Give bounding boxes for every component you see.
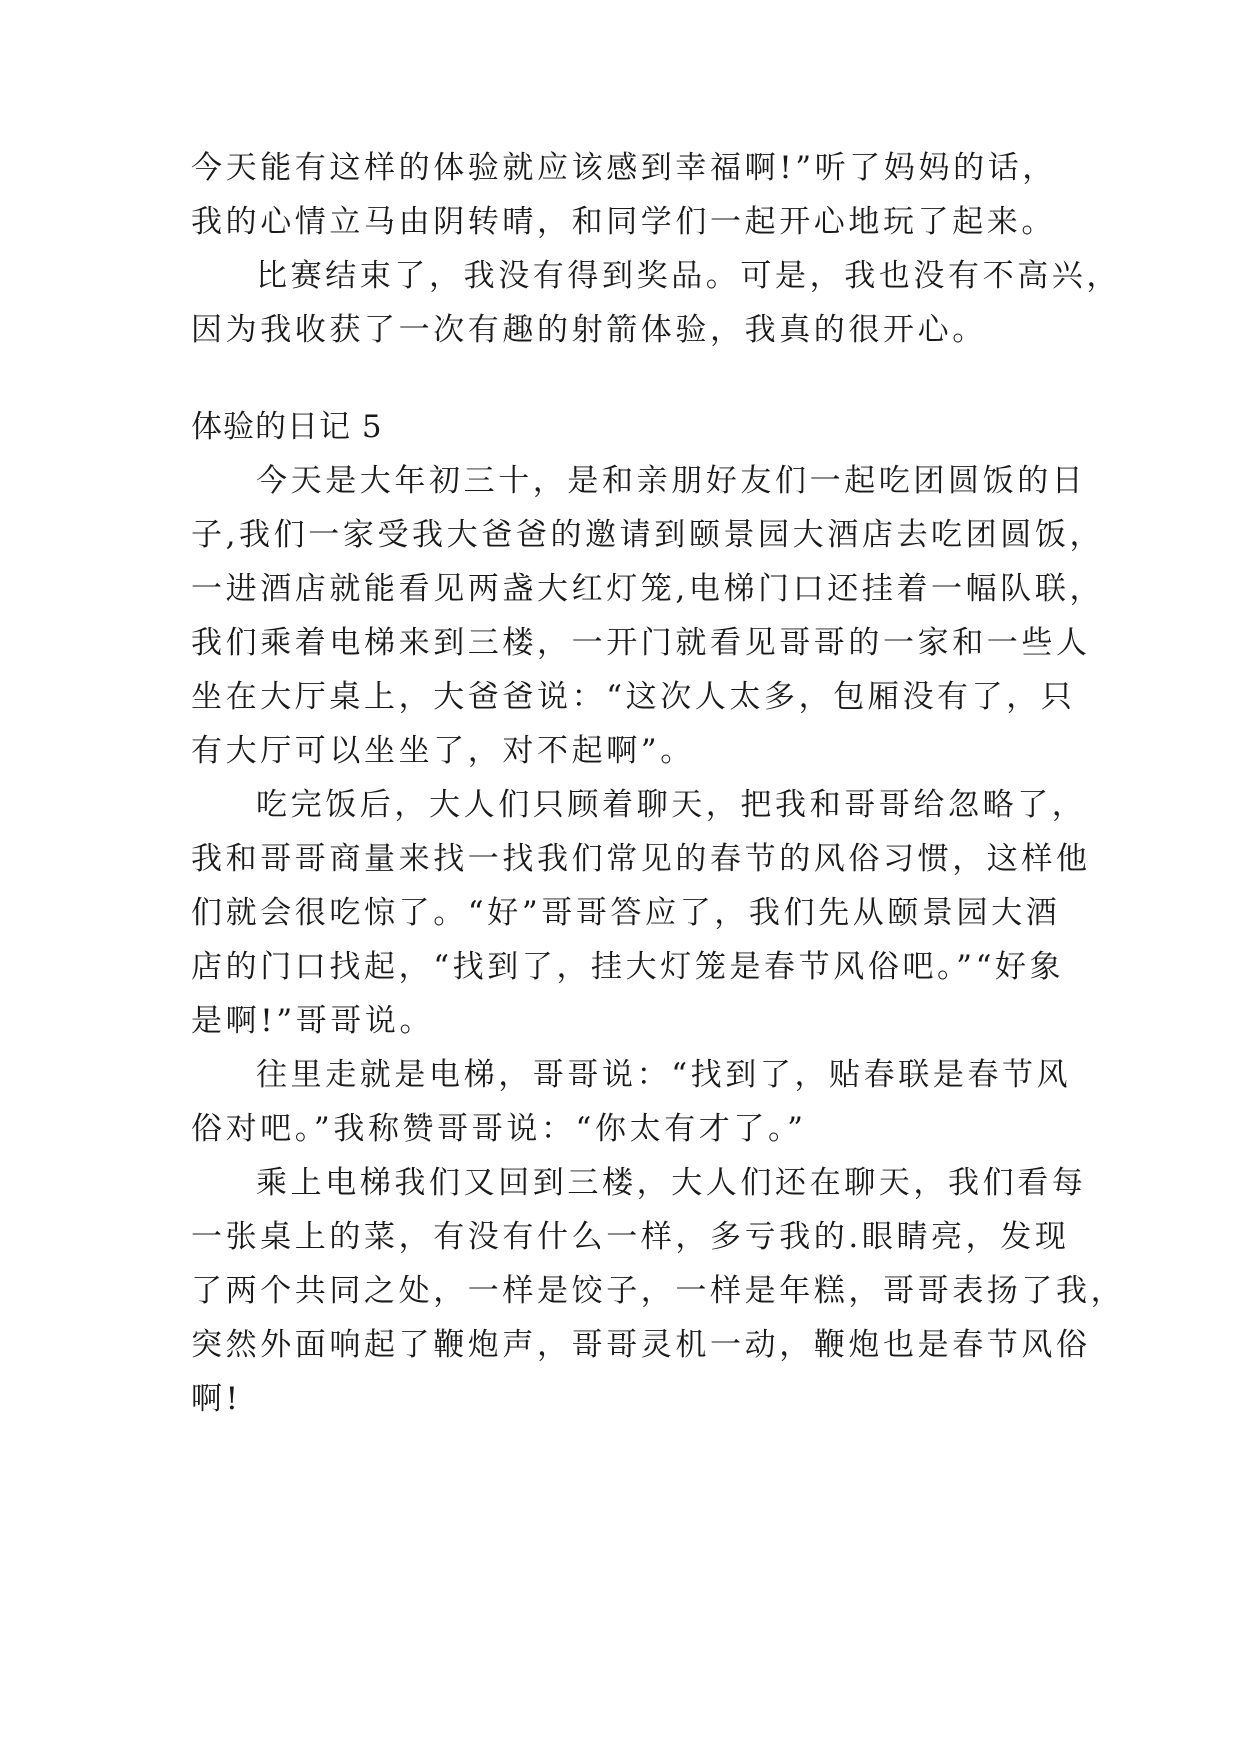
- paragraph-line: 们就会很吃惊了。“好”哥哥答应了，我们先从颐景园大酒: [191, 895, 1061, 931]
- paragraph-line: 一进酒店就能看见两盏大红灯笼,电梯门口还挂着一幅队联，: [191, 571, 1105, 607]
- paragraph-line: 我们乘着电梯来到三楼，一开门就看见哥哥的一家和一些人: [191, 625, 1091, 661]
- paragraph-line: 往里走就是电梯，哥哥说：“找到了，贴春联是春节风: [256, 1057, 1072, 1093]
- paragraph-line: 今天能有这样的体验就应该感到幸福啊!”听了妈妈的话，: [191, 150, 1057, 186]
- paragraph-line: 店的门口找起，“找到了，挂大灯笼是春节风俗吧。”“好象: [191, 949, 1065, 985]
- paragraph-line: 我的心情立马由阴转晴，和同学们一起开心地玩了起来。: [191, 204, 1056, 240]
- paragraph-line: 今天是大年初三十，是和亲朋好友们一起吃团圆饭的日: [256, 463, 1087, 499]
- paragraph-line: 有大厅可以坐坐了，对不起啊”。: [191, 733, 695, 769]
- section-title: 体验的日记 5: [191, 409, 383, 445]
- paragraph-line: 我和哥哥商量来找一找我们常见的春节的风俗习惯，这样他: [191, 841, 1091, 877]
- paragraph-line: 了两个共同之处，一样是饺子，一样是年糕，哥哥表扬了我，: [191, 1273, 1126, 1309]
- paragraph-line: 因为我收获了一次有趣的射箭体验，我真的很开心。: [191, 312, 987, 348]
- paragraph-line: 是啊!”哥哥说。: [191, 1003, 435, 1039]
- paragraph-line: 乘上电梯我们又回到三楼，大人们还在聊天，我们看每: [256, 1165, 1087, 1201]
- paragraph-line: 一张桌上的菜，有没有什么一样，多亏我的.眼睛亮，发现: [191, 1219, 1070, 1255]
- paragraph-line: 子,我们一家受我大爸爸的邀请到颐景园大酒店去吃团圆饭，: [191, 517, 1105, 553]
- paragraph-line: 吃完饭后，大人们只顾着聊天，把我和哥哥给忽略了，: [256, 787, 1087, 823]
- paragraph-line: 俗对吧。”我称赞哥哥说：“你太有才了。”: [191, 1111, 807, 1147]
- paragraph-line: 啊!: [191, 1381, 242, 1417]
- paragraph-line: 比赛结束了，我没有得到奖品。可是，我也没有不高兴，: [256, 258, 1121, 294]
- paragraph-line: 突然外面响起了鞭炮声，哥哥灵机一动，鞭炮也是春节风俗: [191, 1327, 1091, 1363]
- paragraph-line: 坐在大厅桌上，大爸爸说：“这次人太多，包厢没有了，只: [191, 679, 1076, 715]
